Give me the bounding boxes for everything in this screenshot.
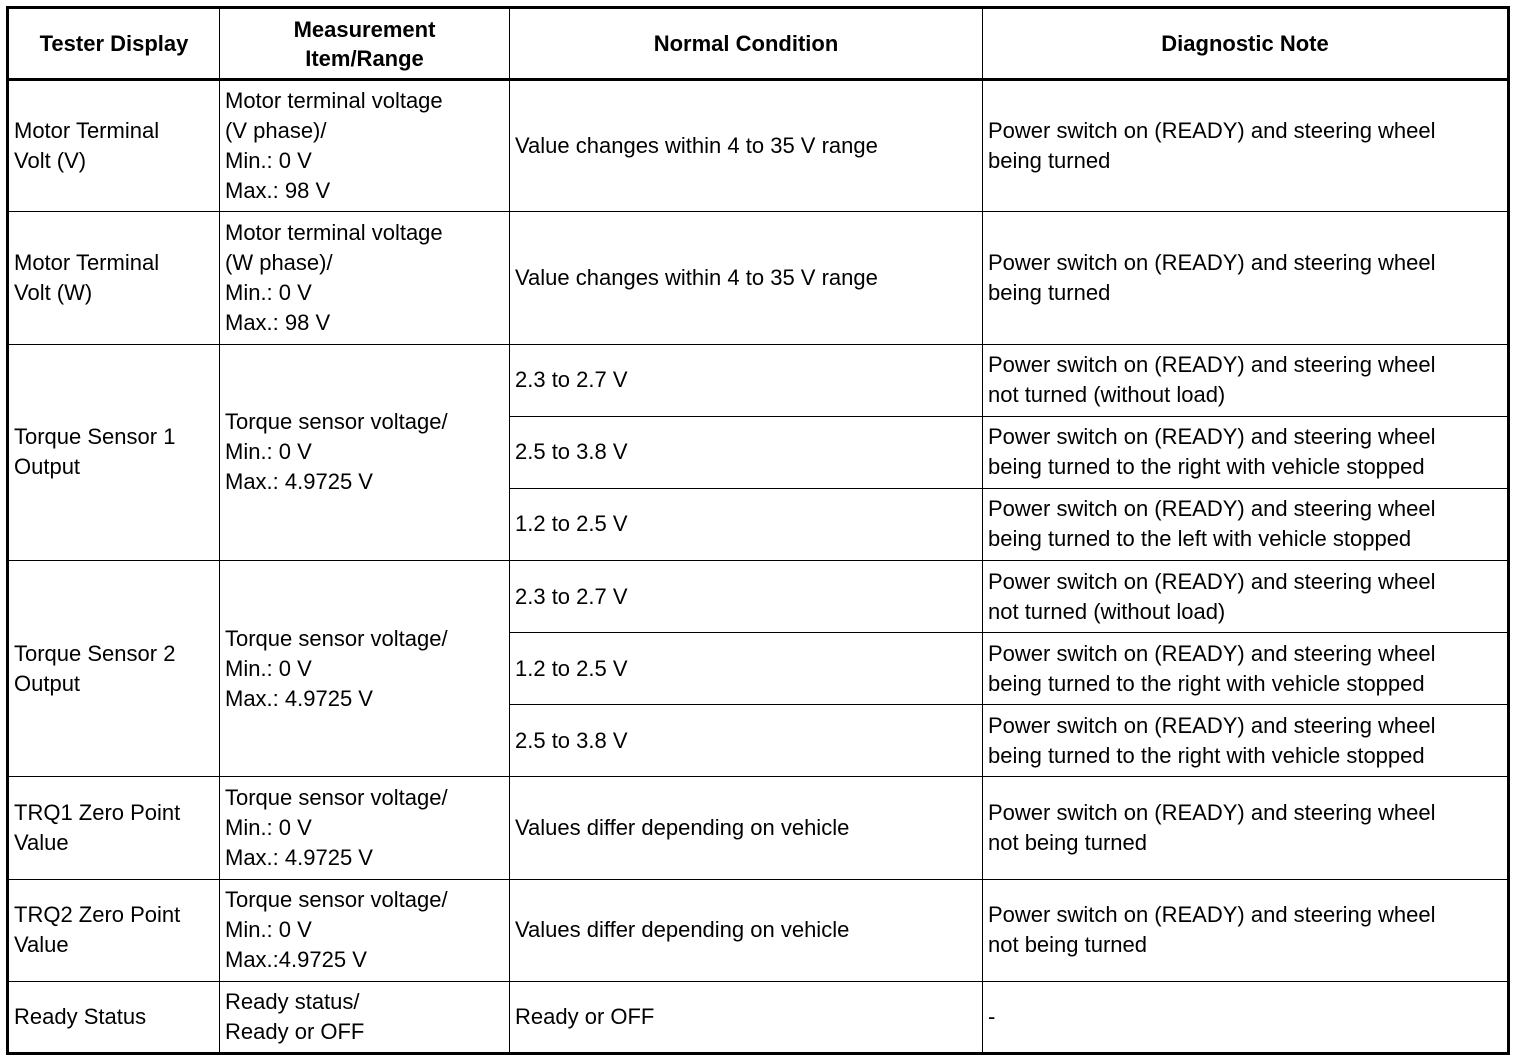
normal-condition-cell: 2.5 to 3.8 V <box>510 705 983 777</box>
table-row <box>8 80 1509 212</box>
tester-display-cell: TRQ2 Zero Point Value <box>8 879 220 981</box>
table-row <box>8 777 1509 879</box>
table-row <box>8 560 1509 632</box>
tester-display-cell: TRQ1 Zero Point Value <box>8 777 220 879</box>
tester-display-cell: Motor Terminal Volt (V) <box>8 80 220 212</box>
table-row <box>8 879 1509 981</box>
table-body <box>8 80 1509 1054</box>
measurement-cell: Torque sensor voltage/ Min.: 0 V Max.: 4.9725 V <box>220 560 510 776</box>
diagnostic-note-cell: Power switch on (READY) and steering wheel being turned to the right with vehicle stopped <box>983 633 1509 705</box>
data-list-table <box>6 6 1510 1055</box>
measurement-cell: Torque sensor voltage/ Min.: 0 V Max.: 4.9725 V <box>220 344 510 560</box>
table-row <box>8 212 1509 344</box>
normal-condition-cell: Values differ depending on vehicle <box>510 879 983 981</box>
diagnostic-note-cell: Power switch on (READY) and steering wheel not turned (without load) <box>983 344 1509 416</box>
measurement-cell: Torque sensor voltage/ Min.: 0 V Max.: 4.9725 V <box>220 777 510 879</box>
diagnostic-note-cell: Power switch on (READY) and steering wheel not being turned <box>983 879 1509 981</box>
normal-condition-cell: 1.2 to 2.5 V <box>510 488 983 560</box>
diagnostic-note-cell: - <box>983 981 1509 1053</box>
normal-condition-cell: 2.3 to 2.7 V <box>510 344 983 416</box>
diagnostic-note-cell: Power switch on (READY) and steering wheel being turned to the right with vehicle stopped <box>983 416 1509 488</box>
header-tester-display: Tester Display <box>8 8 220 80</box>
header-normal-condition: Normal Condition <box>510 8 983 80</box>
measurement-cell: Motor terminal voltage (V phase)/ Min.: 0 V Max.: 98 V <box>220 80 510 212</box>
measurement-cell: Ready status/ Ready or OFF <box>220 981 510 1053</box>
document-page <box>6 6 1507 1055</box>
normal-condition-cell: Values differ depending on vehicle <box>510 777 983 879</box>
header-row <box>8 8 1509 80</box>
measurement-cell: Motor terminal voltage (W phase)/ Min.: 0 V Max.: 98 V <box>220 212 510 344</box>
table-row <box>8 981 1509 1053</box>
table-row <box>8 344 1509 416</box>
diagnostic-note-cell: Power switch on (READY) and steering wheel being turned <box>983 80 1509 212</box>
diagnostic-note-cell: Power switch on (READY) and steering wheel not turned (without load) <box>983 560 1509 632</box>
diagnostic-note-cell: Power switch on (READY) and steering wheel not being turned <box>983 777 1509 879</box>
tester-display-cell: Torque Sensor 1 Output <box>8 344 220 560</box>
diagnostic-note-cell: Power switch on (READY) and steering wheel being turned to the right with vehicle stopped <box>983 705 1509 777</box>
tester-display-cell: Motor Terminal Volt (W) <box>8 212 220 344</box>
normal-condition-cell: Value changes within 4 to 35 V range <box>510 80 983 212</box>
normal-condition-cell: 2.3 to 2.7 V <box>510 560 983 632</box>
diagnostic-note-cell: Power switch on (READY) and steering wheel being turned <box>983 212 1509 344</box>
tester-display-cell: Torque Sensor 2 Output <box>8 560 220 776</box>
normal-condition-cell: 1.2 to 2.5 V <box>510 633 983 705</box>
measurement-cell: Torque sensor voltage/ Min.: 0 V Max.:4.9725 V <box>220 879 510 981</box>
tester-display-cell: Ready Status <box>8 981 220 1053</box>
header-diagnostic-note: Diagnostic Note <box>983 8 1509 80</box>
normal-condition-cell: Value changes within 4 to 35 V range <box>510 212 983 344</box>
diagnostic-note-cell: Power switch on (READY) and steering wheel being turned to the left with vehicle stopped <box>983 488 1509 560</box>
table-header <box>8 8 1509 80</box>
header-measurement: Measurement Item/Range <box>220 8 510 80</box>
normal-condition-cell: 2.5 to 3.8 V <box>510 416 983 488</box>
normal-condition-cell: Ready or OFF <box>510 981 983 1053</box>
